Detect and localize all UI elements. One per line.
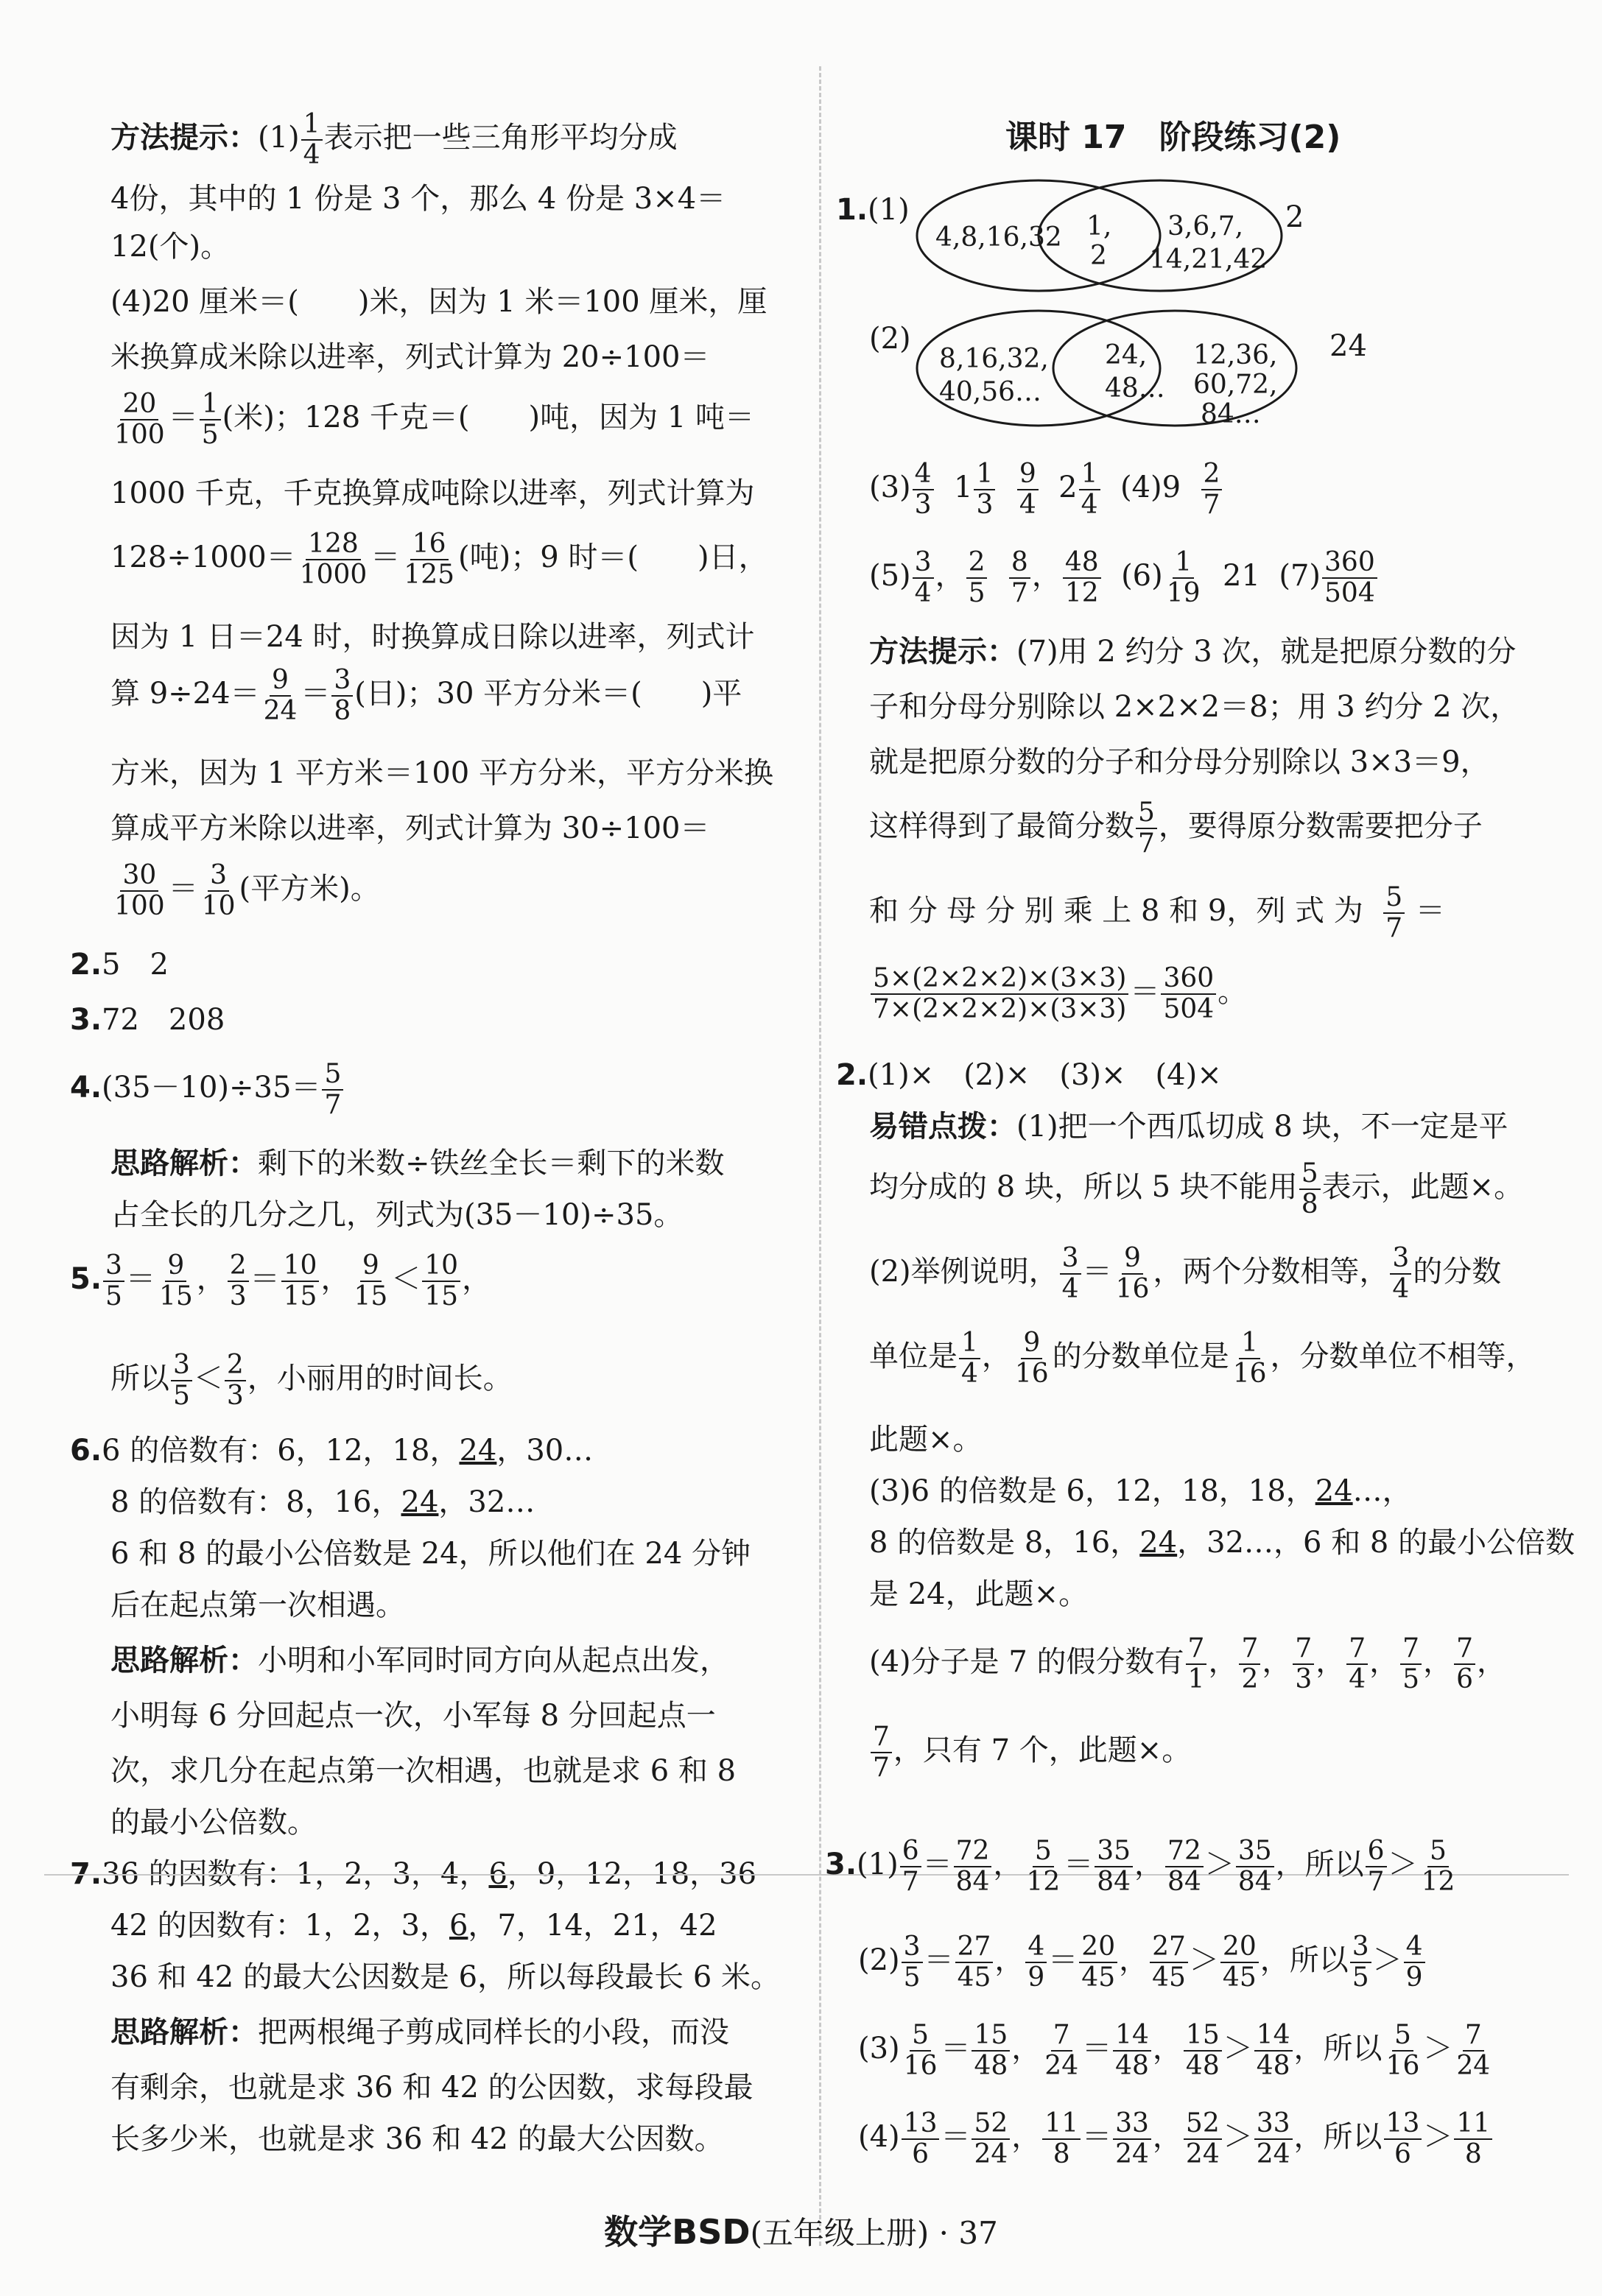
answer-5-line-1: 5. $\frac{3}{5}$ ＝ $\frac{9}{15}$ ， $\frac{2}{3}$ ＝ $\frac{10}{15}$ ， $\frac{9}{15}$ ＜ $\frac{10}{15}$ ，: [70, 1250, 492, 1311]
hint-line-13: [110, 862, 380, 920]
text: 128÷1000＝: [110, 540, 296, 574]
hint-line-4: (4)20 厘米＝( )米，因为 1 米＝100 厘米，厘: [110, 285, 767, 319]
fraction: $\frac{20}{100}$: [114, 389, 165, 450]
r-answer-3-4: (4) $\frac{13}{6}$ ＝ $\frac{52}{24}$ ， $\frac{11}{8}$ ＝ $\frac{33}{24}$ ， $\frac{52}{24}$ ＞ $\frac{33}{24}$ ，所以 $\frac{13}{6}$ ＞ $\frac{11}{8}$: [858, 2110, 1494, 2169]
r-err-3: (2)举例说明， $\frac{3}{4}$ ＝ $\frac{9}{16}$ ，两个分数相等， $\frac{3}{4}$ 的分数: [869, 1243, 1502, 1304]
text: ＝: [168, 400, 198, 434]
fraction: $\frac{30}{100}$: [114, 860, 165, 921]
text: ＝: [370, 540, 401, 574]
venn1-right-top: 3,6,7,: [1167, 211, 1244, 242]
answer-5-line-2: 所以 $\frac{3}{5}$ ＜ $\frac{2}{3}$ ，小丽用的时间长。: [110, 1350, 513, 1411]
answer-7-line-2: 42 的因数有：1，2，3，6，7，14，21，42: [110, 1909, 717, 1943]
answer-7-analysis-1: 思路解析：把两根绳子剪成同样长的小段，而没: [110, 2015, 729, 2049]
r-err-7: 8 的倍数是 8，16，24，32…，6 和 8 的最小公倍数: [869, 1526, 1575, 1560]
answer-3: 3.72 208: [70, 1003, 225, 1037]
text: ＝: [168, 871, 198, 906]
r-hint-6: $\frac{5\times(2\times 2\times 2)\times(3\times 3)}{7\times(2\times 2\times 2)\times(3\times 3)}$ ＝ $\frac{360}{504}$ 。: [869, 965, 1247, 1024]
fraction: $\frac{128}{1000}$: [299, 529, 368, 590]
answer-4-analysis-1: 思路解析：剩下的米数÷铁丝全长＝剩下的米数: [110, 1147, 725, 1180]
hint-line-5: 米换算成米除以进率，列式计算为 20÷100＝: [110, 340, 710, 374]
answer-6-analysis-1: 思路解析：小明和小军同时同方向从起点出发，: [110, 1644, 729, 1677]
venn2-left-top: 8,16,32,: [939, 344, 1049, 374]
answer-6-line-4: 后在起点第一次相遇。: [110, 1588, 405, 1622]
hint-label: 方法提示：: [110, 120, 258, 155]
venn1-intersection-bottom: 2: [1090, 241, 1107, 271]
fraction: $\frac{16}{125}$: [404, 529, 455, 590]
hint-line-11: 方米，因为 1 平方米＝100 平方分米，平方分米换: [110, 756, 773, 790]
text: 算 9÷24＝: [110, 676, 260, 711]
venn2-right-3: 84…: [1201, 399, 1261, 429]
r-hint-3: 就是把原分数的分子和分母分别除以 3×3＝9，: [869, 745, 1490, 779]
text: (米)；128 千克＝( )吨，因为 1 吨＝: [222, 400, 754, 434]
text: (日)；30 平方分米＝( )平: [354, 676, 742, 711]
text: ＝: [301, 676, 331, 711]
fraction: $\frac{1}{5}$: [200, 390, 221, 449]
fraction: $\frac{3}{8}$: [331, 666, 353, 725]
r-err-10: $\frac{7}{7}$ ，只有 7 个，此题×。: [869, 1723, 1191, 1782]
venn2-intersection-bottom: 48…: [1105, 373, 1165, 404]
r-answer-3-2: (2) $\frac{3}{5}$ ＝ $\frac{27}{45}$ ， $\frac{4}{9}$ ＝ $\frac{20}{45}$ ， $\frac{27}{45}$ ＞ $\frac{20}{45}$ ，所以 $\frac{3}{5}$ ＞ $\frac{4}{9}$: [858, 1933, 1427, 1992]
fraction: $\frac{3}{10}$: [201, 860, 236, 921]
fraction: $\frac{9}{24}$: [263, 665, 298, 726]
venn2-answer: 24: [1329, 329, 1367, 363]
hint-line-2: 4份，其中的 1 份是 3 个，那么 4 份是 3×4＝: [110, 182, 726, 216]
text: (吨)；9 时＝( )日，: [458, 540, 768, 574]
page-footer: [0, 2205, 1602, 2254]
answer-6-analysis-4: 的最小公倍数。: [110, 1806, 317, 1839]
r-hint-4: 这样得到了最简分数 $\frac{5}{7}$ ，要得原分数需要把分子: [869, 797, 1483, 859]
fraction: $\frac{5}{7}$: [322, 1060, 343, 1119]
venn1-right-bottom: 14,21,42: [1149, 244, 1268, 275]
text: (平方米)。: [239, 871, 380, 906]
footer-logo: 数学BSD: [604, 2212, 751, 2252]
venn2-left-bottom: 40,56…: [939, 377, 1042, 407]
answer-4-analysis-2: 占全长的几分之几，列式为(35－10)÷35。: [110, 1198, 684, 1232]
r-err-2: 均分成的 8 块，所以 5 块不能用 $\frac{5}{8}$ 表示，此题×。: [869, 1158, 1524, 1219]
r-answer-1-3-4: (3) $\frac{4}{3}$ 1 $\frac{1}{3}$ $\frac{9}{4}$ 2 $\frac{1}{4}$ (4)9 $\frac{2}{7}$: [869, 460, 1223, 519]
answer-6-analysis-2: 小明每 6 分回起点一次，小军每 8 分回起点一: [110, 1699, 716, 1733]
hint-line-3: 12(个)。: [110, 230, 231, 264]
venn1-intersection-top: 1,: [1086, 211, 1112, 242]
r-hint-2: 子和分母分别除以 2×2×2＝8；用 3 约分 2 次，: [869, 690, 1520, 724]
hint-line-9: 因为 1 日＝24 时，时换算成日除以进率，列式计: [110, 620, 755, 654]
r-answer-2: 2.(1)× (2)× (3)× (4)×: [836, 1058, 1222, 1092]
hint-line-1: [110, 110, 678, 169]
venn1-answer: 2: [1285, 200, 1304, 234]
r-answer-1-1: 1.(1): [836, 193, 910, 227]
r-err-4: 单位是 $\frac{1}{4}$ ， $\frac{9}{16}$ 的分数单位是 $\frac{1}{16}$ ，分数单位不相等，: [869, 1328, 1536, 1389]
r-answer-3-3: (3) $\frac{5}{16}$ ＝ $\frac{15}{48}$ ， $\frac{7}{24}$ ＝ $\frac{14}{48}$ ， $\frac{15}{48}$ ＞ $\frac{14}{48}$ ，所以 $\frac{5}{16}$ ＞ $\frac{7}{24}$: [858, 2020, 1491, 2081]
column-divider: [819, 66, 821, 2246]
r-err-9: (4)分子是 7 的假分数有 $\frac{7}{1}$ ， $\frac{7}{2}$ ， $\frac{7}{3}$ ， $\frac{7}{4}$ ， $\frac{7}{5}$ ， $\frac{7}{6}$ ，: [869, 1633, 1506, 1694]
answer-4: 4.(35－10)÷35＝ $\frac{5}{7}$: [70, 1060, 345, 1119]
answer-7-analysis-2: 有剩余，也就是求 36 和 42 的公因数，求每段最: [110, 2071, 753, 2105]
text: 表示把一些三角形平均分成: [323, 120, 678, 155]
venn2-right-1: 12,36,: [1193, 340, 1278, 370]
r-hint-1: 方法提示：(7)用 2 约分 3 次，就是把原分数的分: [869, 635, 1517, 669]
venn2-right-2: 60,72,: [1193, 370, 1278, 400]
answer-7-analysis-3: 长多少米，也就是求 36 和 42 的最大公因数。: [110, 2122, 724, 2156]
answer-6-line-3: 6 和 8 的最小公倍数是 24，所以他们在 24 分钟: [110, 1537, 751, 1571]
hint-line-8: [110, 530, 768, 589]
venn2-intersection-top: 24,: [1105, 340, 1148, 370]
fraction: $\frac{1}{4}$: [301, 110, 323, 169]
r-answer-1-2-label: (2): [869, 322, 911, 356]
r-err-5: 此题×。: [869, 1423, 983, 1457]
hint-line-12: 算成平方米除以进率，列式计算为 30÷100＝: [110, 811, 710, 845]
hint-line-10: [110, 666, 742, 725]
r-hint-5: 和 分 母 分 别 乘 上 8 和 9，列 式 为 $\frac{5}{7}$ ＝: [869, 882, 1445, 943]
lesson-title: 课时 17 阶段练习(2): [1005, 119, 1341, 156]
r-err-6: (3)6 的倍数是 6，12，18，18，24…，: [869, 1474, 1412, 1508]
footer-grade: (五年级上册): [750, 2215, 930, 2251]
r-err-8: 是 24，此题×。: [869, 1577, 1089, 1611]
r-err-1: 易错点拨：(1)把一个西瓜切成 8 块，不一定是平: [869, 1110, 1508, 1144]
hint-line-6: [110, 390, 754, 449]
answer-2: 2.5 2: [70, 948, 169, 982]
answer-6-analysis-3: 次，求几分在起点第一次相遇，也就是求 6 和 8: [110, 1754, 737, 1788]
answer-6-line-1: 6.6 的倍数有：6，12，18，24，30…: [70, 1434, 594, 1468]
answer-6-line-2: 8 的倍数有：8，16，24，32…: [110, 1485, 535, 1519]
footer-dot: ·: [938, 2215, 949, 2251]
r-answer-3-1: 3.(1) $\frac{6}{7}$ ＝ $\frac{72}{84}$ ， $\frac{5}{12}$ ＝ $\frac{35}{84}$ ， $\frac{72}{84}$ ＞ $\frac{35}{84}$ ，所以 $\frac{6}{7}$ ＞ $\frac{5}{12}$: [825, 1836, 1455, 1897]
hint-line-7: 1000 千克，千克换算成吨除以进率，列式计算为: [110, 476, 755, 510]
page-number: 37: [958, 2215, 998, 2251]
answer-7-line-1: 7.36 的因数有：1，2，3，4，6，9，12，18，36: [70, 1857, 757, 1891]
r-answer-1-5-6-7: (5) $\frac{3}{4}$ ， $\frac{2}{5}$ $\frac{8}{7}$ ， $\frac{48}{12}$ (6) $\frac{1}{19}$ 21 (7) $\frac{360}{504}$: [869, 549, 1379, 608]
answer-7-line-3: 36 和 42 的最大公因数是 6，所以每段最长 6 米。: [110, 1960, 780, 1994]
text: (1): [258, 120, 300, 155]
venn1-left-set: 4,8,16,32: [935, 222, 1062, 253]
